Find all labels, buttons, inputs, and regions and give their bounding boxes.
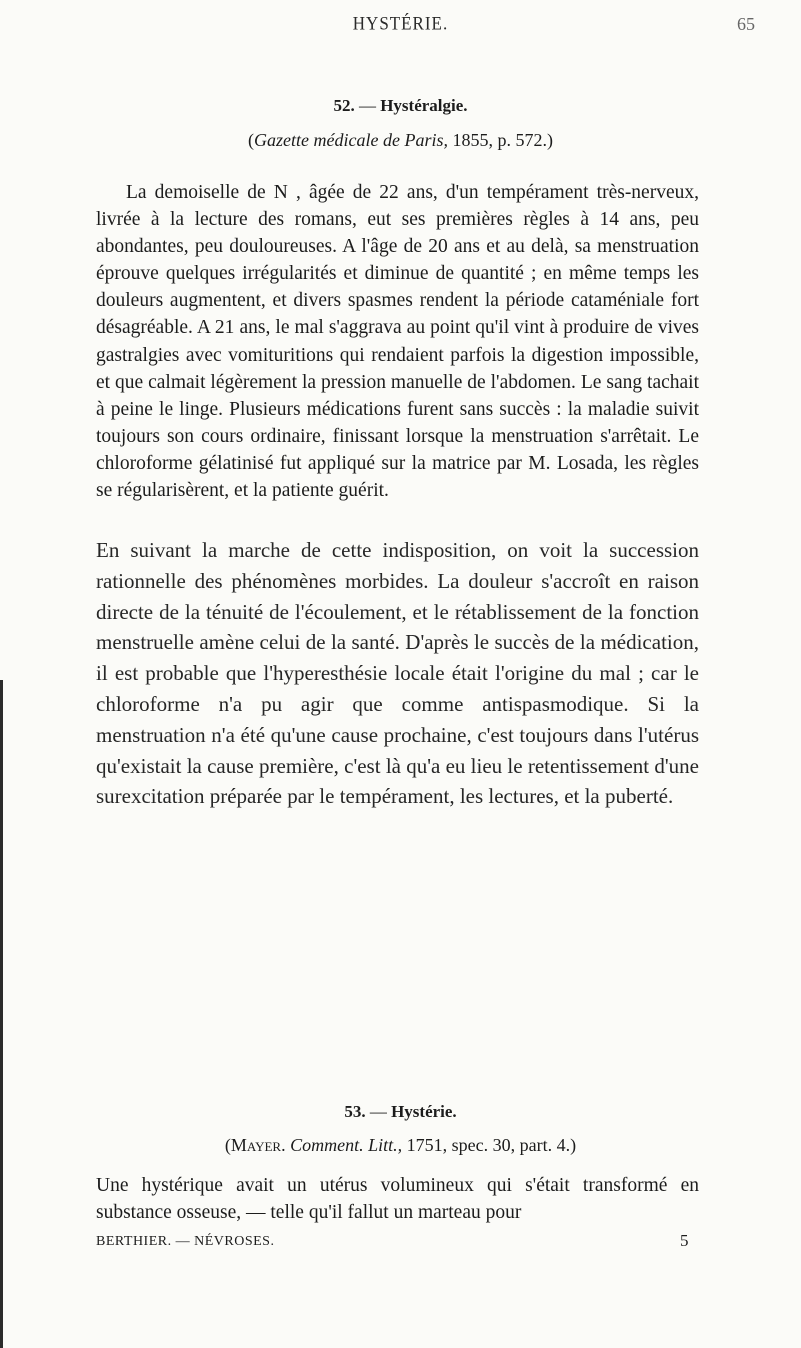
citation-reference: 1855, p. 572.) [447, 130, 553, 150]
signature-text: BERTHIER. — NÉVROSES. [96, 1234, 275, 1249]
running-title: HYSTÉRIE. [352, 13, 449, 34]
citation-author: Mayer. [230, 1135, 286, 1155]
heading-dash: — [354, 96, 381, 115]
citation-open-paren: ( [248, 130, 255, 150]
section-heading-53 [0, 1102, 801, 1122]
section-title: Hystéralgie. [380, 96, 468, 115]
case-paragraph-2: Une hystérique avait un utérus volumineux qui s'était transformé en substance osseuse, — telle qu'il fallut un marteau pour [96, 1175, 699, 1223]
citation-journal: Gazette médicale de Paris, [254, 130, 448, 150]
section-number: 53. [344, 1102, 366, 1121]
case-paragraph-1: La demoiselle de N , âgée de 22 ans, d'un tempérament très-nerveux, livrée à la lecture des romans, eut ses premières règles à 14 ans, peu abondantes, peu douloureuses. A l'âge de 20 ans et au delà, sa menstruation éprouve quelques irrégularités et diminue de quantité ; en même temps les douleurs augmentent, et divers spasmes rendent la période cataméniale fort désagréable. A 21 ans, le mal s'aggrava au point qu'il vint à produire de vives gastralgies avec vomituritions qui rendaient parfois la digestion impossible, et que calmait légèrement la pression manuelle de l'abdomen. Le sang tachait à peine le linge. Plusieurs médications furent sans succès : la maladie suivit toujours son cours ordinaire, finissant lorsque la menstruation s'arrêtait. Le chloroforme gélatinisé fut appliqué sur la matrice par M. Losada, les règles se régularisèrent, et la patiente guérit. [96, 182, 699, 502]
section-heading-52 [0, 96, 801, 116]
section-title: Hystérie. [391, 1102, 457, 1121]
binding-edge-shadow [0, 680, 3, 1348]
citation-reference: 1751, spec. 30, part. 4.) [402, 1135, 577, 1155]
section-number: 52. [333, 96, 355, 115]
citation-open-paren: ( [224, 1135, 231, 1155]
signature-mark: 5 [680, 1231, 689, 1250]
page-number: 65 [737, 14, 755, 34]
heading-dash: — [365, 1102, 392, 1121]
source-citation-53 [0, 1135, 801, 1156]
source-citation-52 [0, 130, 801, 151]
commentary-paragraph: En suivant la marche de cette indisposition, on voit la succession rationnelle des phénomènes morbides. La douleur s'accroît en raison directe de la ténuité de l'écoulement, et le rétablissement de la fonction menstruelle amène celui de la santé. D'après le succès de la médication, il est probable que l'hyperesthésie locale était l'origine du mal ; car le chloroforme n'a pu agir que comme antispasmodique. Si la menstruation n'a été qu'une cause prochaine, c'est toujours dans l'utérus qu'existait la cause première, c'est là qu'a eu lieu le retentissement d'une surexcitation préparée par le tempérament, les lectures, et la puberté. [96, 538, 699, 809]
running-head [0, 14, 801, 38]
citation-work: Comment. Litt., [285, 1135, 403, 1155]
